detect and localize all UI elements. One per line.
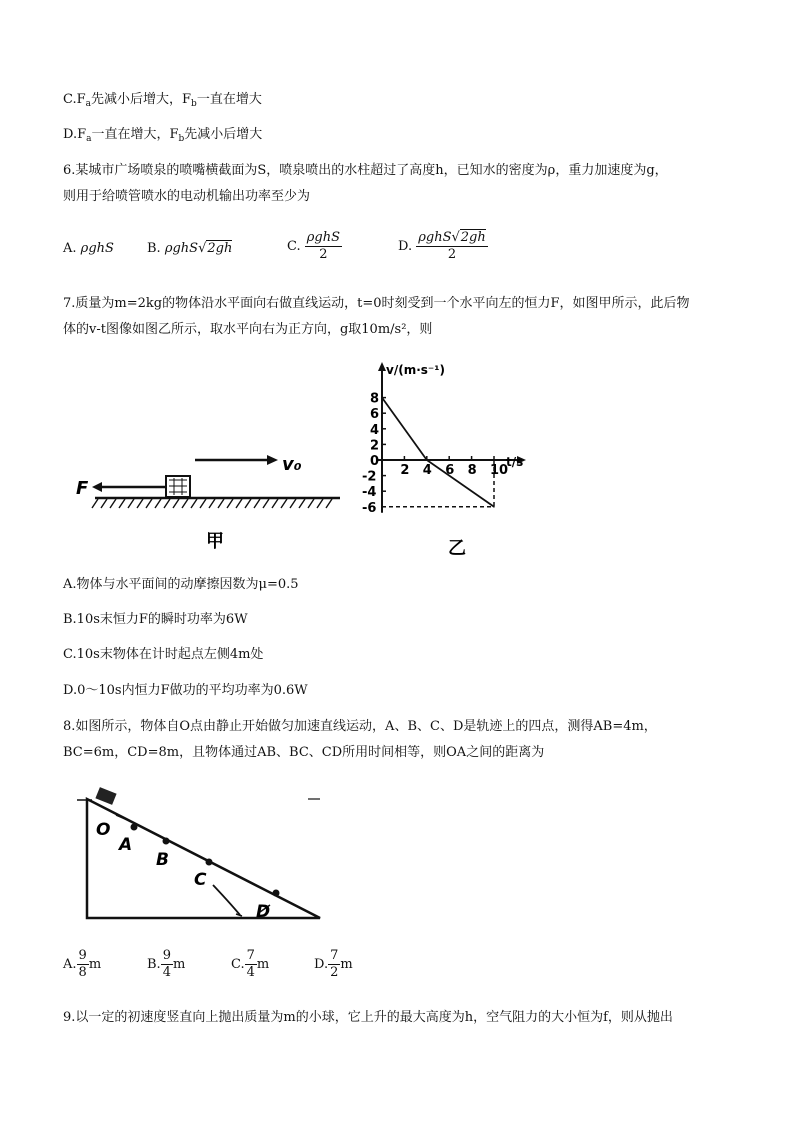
q6-d-numerator: ρghS (418, 230, 452, 245)
q5-d-part: D.F (63, 127, 87, 142)
force-arrowhead (92, 482, 102, 492)
q8-d-denominator: 2 (330, 965, 339, 980)
q8-b-denominator: 4 (162, 965, 171, 980)
velocity-line (382, 398, 494, 507)
q9-stem-line1: 9.以一定的初速度竖直向上抛出质量为m的小球，它上升的最大高度为h，空气阻力的大小恒为f，则从抛出 (63, 1010, 673, 1025)
arrow-c (213, 885, 240, 915)
q8-d-numerator: 7 (330, 948, 339, 963)
y-tick-label: -6 (362, 500, 377, 516)
q6-stem-line2: 则用于给喷管喷水的电动机输出功率至少为 (63, 189, 311, 204)
q8-stem-line2: BC=6m，CD=8m，且物体通过AB、BC、CD所用时间相等，则OA之间的距离为 (63, 745, 545, 760)
q8-a-denominator: 8 (78, 965, 87, 980)
y-tick-label: 6 (370, 407, 380, 423)
point-a-label: A (119, 835, 133, 855)
q5-option-d (63, 125, 262, 149)
arrow-o (116, 815, 130, 821)
q6-option-b: B. ρghS√2gh (147, 241, 233, 256)
point-b-label: B (156, 850, 169, 870)
q8-c-unit: m (256, 957, 270, 972)
figure-yi-caption: 乙 (448, 538, 466, 559)
y-tick-label: 2 (370, 438, 380, 454)
x-tick-label: 4 (422, 463, 432, 478)
q6-a-expr: ρghS (80, 241, 114, 256)
q7-stem-line2: 体的v-t图像如图乙所示，取水平向右为正方向，g取10m/s²，则 (63, 322, 433, 337)
q7-option-a: A.物体与水平面间的动摩擦因数为μ=0.5 (63, 577, 299, 592)
q8-b-unit: m (172, 957, 186, 972)
vt-chart (360, 360, 560, 560)
incline-figure (70, 785, 330, 925)
velocity-arrowhead (267, 455, 278, 465)
q6-option-d: D. $\frac{\text{ρghS√2gh}}{2}$ (398, 230, 486, 262)
q8-option-c (231, 948, 269, 981)
y-axis-arrowhead (378, 362, 386, 371)
q7-stem-line1: 7.质量为m=2kg的物体沿水平面向右做直线运动，t=0时刻受到一个水平向左的恒力F，如图甲所示，此后物 (63, 296, 690, 311)
q6-b-sqrt: 2gh (207, 241, 233, 256)
q6-a-label: A. (63, 241, 77, 256)
y-tick-label: -4 (362, 485, 377, 501)
y-tick-label: -2 (362, 469, 377, 485)
q6-option-c (287, 230, 342, 263)
x-tick-label: 8 (467, 463, 477, 478)
x-tick-label: 2 (400, 463, 410, 478)
q5-d-part: 一直在增大，F (91, 127, 179, 142)
q8-d-unit: m (340, 957, 353, 972)
q8-option-a (63, 948, 101, 981)
q6-c-numerator: ρghS (306, 230, 341, 245)
q8-b-label: B. (147, 957, 161, 972)
q5-d-sub-b: b (178, 134, 185, 144)
q8-c-label: C. (231, 957, 245, 972)
q7-option-b: B.10s末恒力F的瞬时功率为6W (63, 612, 248, 627)
q6-c-label: C. (287, 239, 301, 254)
point-d-dot (273, 890, 280, 897)
q6-stem-line1: 6.某城市广场喷泉的喷嘴横截面为S，喷泉喷出的水柱超过了高度h，已知水的密度为ρ，重力加速度为g， (63, 163, 668, 178)
velocity-point (381, 397, 383, 399)
y-tick-label: 8 (370, 391, 380, 407)
q6-d-label: D. (398, 239, 413, 254)
q8-option-b (147, 948, 185, 981)
q8-a-unit: m (88, 957, 102, 972)
q5-c-part: 先减小后增大，F (91, 92, 192, 107)
q8-a-label: A. (63, 957, 77, 972)
q6-option-a (63, 241, 114, 256)
q7-option-c: C.10s末物体在计时起点左侧4m处 (63, 647, 264, 662)
q6-b-expr: ρghS (164, 241, 199, 256)
point-c-dot (206, 859, 213, 866)
q8-c-denominator: 4 (246, 965, 255, 980)
point-o-label: O (96, 820, 111, 840)
velocity-point (493, 506, 495, 508)
y-axis-label: v/(m·s⁻¹) (386, 363, 445, 377)
q6-b-label: B. (147, 241, 161, 256)
point-d-label: D (256, 902, 271, 922)
q8-d-label: D. (314, 957, 329, 972)
q8-option-d (314, 948, 353, 981)
velocity-label: v₀ (282, 454, 302, 475)
y-tick-label: 0 (370, 454, 380, 469)
point-b-dot (163, 838, 170, 845)
block-on-incline (95, 787, 116, 805)
q5-c-part: C.F (63, 92, 86, 107)
q8-a-numerator: 9 (78, 948, 87, 963)
force-label: F (76, 478, 89, 499)
velocity-point (426, 459, 428, 461)
figure-jia (70, 440, 350, 560)
velocity-series (381, 397, 495, 508)
q5-c-sub-a: a (85, 99, 92, 109)
point-a-dot (131, 824, 138, 831)
q5-d-sub-a: a (86, 134, 92, 144)
q5-c-sub-b: b (191, 99, 197, 109)
q6-c-denominator: 2 (319, 247, 328, 262)
q8-b-numerator: 9 (162, 948, 171, 963)
q8-c-numerator: 7 (246, 948, 255, 963)
ground-hatching (92, 499, 332, 508)
x-tick-label: 10 (490, 463, 509, 478)
y-tick-label: 4 (370, 422, 380, 438)
q5-option-c (63, 90, 262, 114)
q5-d-part: 先减小后增大 (184, 127, 263, 142)
q8-stem-line1: 8.如图所示，物体自O点由静止开始做匀加速直线运动，A、B、C、D是轨迹上的四点，测得AB=4m， (63, 719, 657, 734)
q6-d-denominator: 2 (447, 247, 457, 262)
point-c-label: C (194, 870, 207, 890)
q7-option-d: D.0～10s内恒力F做功的平均功率为0.6W (63, 683, 308, 698)
x-axis-label: t/s (506, 455, 524, 469)
q6-d-sqrt: 2gh (460, 230, 486, 245)
q5-c-part: 一直在增大 (196, 92, 262, 107)
figure-jia-caption: 甲 (206, 531, 224, 552)
x-tick-label: 6 (445, 463, 455, 478)
